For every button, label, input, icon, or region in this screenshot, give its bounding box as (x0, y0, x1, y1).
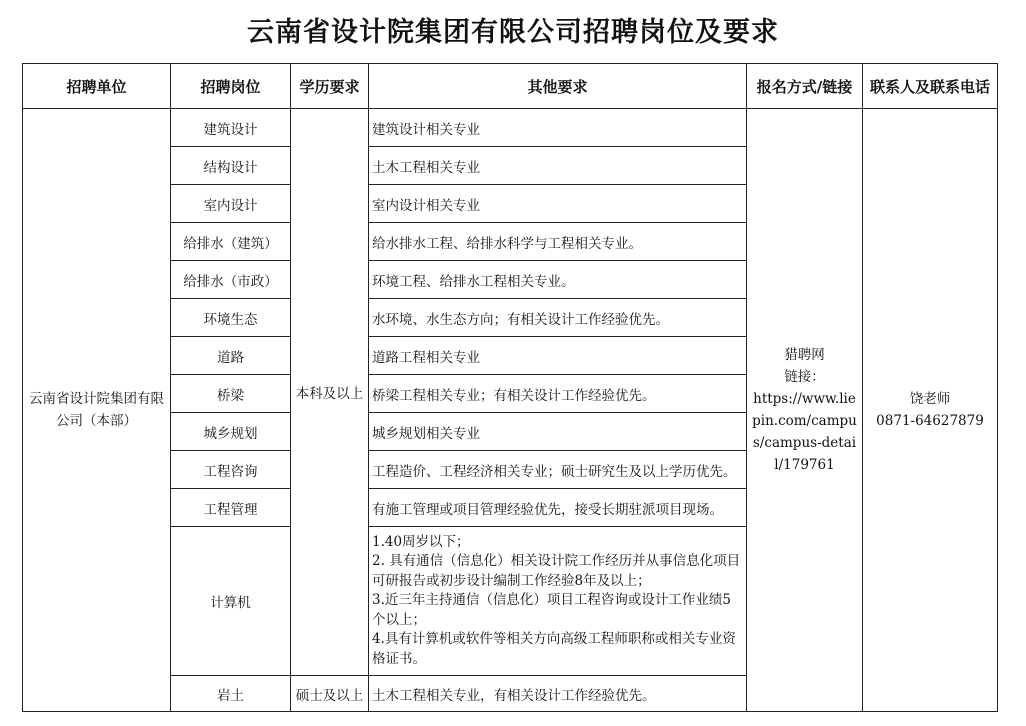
contact-name: 饶老师 (909, 391, 951, 407)
requirement-cell: 建筑设计相关专业 (369, 109, 747, 147)
requirement-cell: 水环境、水生态方向；有相关设计工作经验优先。 (369, 299, 747, 337)
document-title: 云南省设计院集团有限公司招聘岗位及要求 (247, 17, 779, 48)
table-row (23, 109, 998, 147)
header-education: 学历要求 (291, 64, 369, 109)
apply-cell (747, 109, 863, 712)
position-cell: 环境生态 (171, 299, 291, 337)
table-header-row (23, 64, 998, 109)
requirement-cell: 桥梁工程相关专业；有相关设计工作经验优先。 (369, 375, 747, 413)
requirement-cell: 土木工程相关专业 (369, 147, 747, 185)
position-cell: 给排水（市政） (171, 261, 291, 299)
requirement-cell: 工程造价、工程经济相关专业；硕士研究生及以上学历优先。 (369, 451, 747, 489)
requirement-cell: 土木工程相关专业，有相关设计工作经验优先。 (369, 676, 747, 712)
requirement-cell: 有施工管理或项目管理经验优先，接受长期驻派项目现场。 (369, 489, 747, 527)
header-unit: 招聘单位 (23, 64, 171, 109)
requirement-cell: 1.40周岁以下； 2. 具有通信（信息化）相关设计院工作经历并从事信息化项目可研报告或初步设计编制工作经验8年及以上； 3.近三年主持通信（信息化）项目工程咨询或设计工作业绩5个以上； 4.具有计算机或软件等相关方向高级工程师职称或相关专业资格证书。 (369, 527, 747, 676)
position-cell: 结构设计 (171, 147, 291, 185)
position-cell: 建筑设计 (171, 109, 291, 147)
requirement-cell: 室内设计相关专业 (369, 185, 747, 223)
position-cell: 城乡规划 (171, 413, 291, 451)
header-apply: 报名方式/链接 (747, 64, 863, 109)
header-position: 招聘岗位 (171, 64, 291, 109)
education-cell-master: 硕士及以上 (291, 676, 369, 712)
position-cell: 工程管理 (171, 489, 291, 527)
position-cell: 岩土 (171, 676, 291, 712)
position-cell: 道路 (171, 337, 291, 375)
header-contact: 联系人及联系电话 (863, 64, 998, 109)
contact-cell (863, 109, 998, 712)
position-cell: 桥梁 (171, 375, 291, 413)
position-cell: 工程咨询 (171, 451, 291, 489)
requirement-cell: 道路工程相关专业 (369, 337, 747, 375)
apply-link-text[interactable]: 猎聘网 链接： https://www.liepin.com/campus/campus-detail/179761 (752, 347, 857, 473)
position-cell: 计算机 (171, 527, 291, 676)
position-cell: 给排水（建筑） (171, 223, 291, 261)
contact-phone: 0871-64627879 (876, 413, 984, 429)
education-cell-bachelor: 本科及以上 (291, 109, 369, 676)
requirement-cell: 城乡规划相关专业 (369, 413, 747, 451)
requirement-cell: 环境工程、给排水工程相关专业。 (369, 261, 747, 299)
position-cell: 室内设计 (171, 185, 291, 223)
requirement-cell: 给水排水工程、给排水科学与工程相关专业。 (369, 223, 747, 261)
unit-cell: 云南省设计院集团有限公司（本部） (23, 109, 171, 712)
header-other-requirements: 其他要求 (369, 64, 747, 109)
recruitment-table (22, 63, 998, 712)
